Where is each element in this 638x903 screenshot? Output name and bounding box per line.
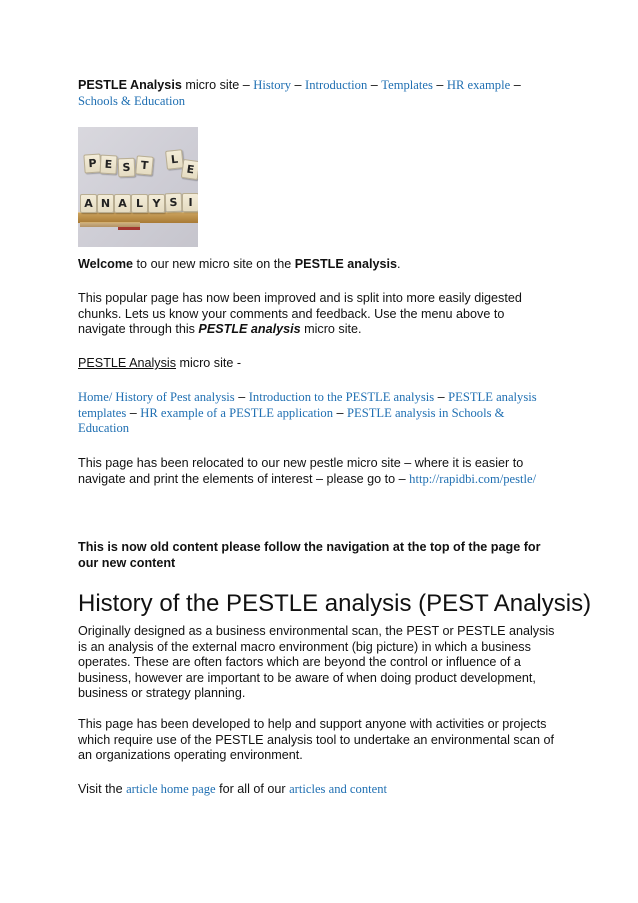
nav2-sep: – — [434, 390, 449, 404]
intro-bold-italic: PESTLE analysis — [198, 322, 301, 336]
relocated-notice — [78, 456, 553, 487]
tile: A — [114, 194, 131, 213]
welcome-bold: Welcome — [78, 257, 134, 271]
menu-brand: PESTLE Analysis — [78, 78, 182, 92]
tile: Y — [148, 194, 165, 213]
menu-sep: – — [291, 78, 306, 92]
nav2-link-schools[interactable]: PESTLE analysis in Schools & Education — [78, 405, 505, 435]
history-paragraph: Originally designed as a business environmental scan, the PEST or PESTLE analysis is an analysis of the external macro environment (big picture) in which a business operates. These are often factors which are beyond the control or influence of a business, however are important to be aware of when doing product development, business or strategy planning. — [78, 624, 555, 700]
relocated-link[interactable]: http://rapidbi.com/pestle/ — [409, 471, 537, 486]
menu-sep: – — [367, 78, 382, 92]
purpose-paragraph: This page has been developed to help and support anyone with activities or projects which require use of the PESTLE analysis tool to undertake an environmental scan of an organizations operating environment. — [78, 717, 555, 762]
tile: L — [131, 194, 148, 213]
menu-link-hr-example[interactable]: HR example — [446, 78, 511, 92]
intro-paragraph — [78, 291, 548, 338]
visit-line — [78, 782, 563, 798]
relocated-text: This page has been relocated to our new pestle micro site – where it is easier to navigate and print the elements of interest – please go to – — [78, 456, 524, 486]
nav2-link-history[interactable]: Home/ History of Pest analysis — [78, 390, 235, 404]
menu-sep: – — [432, 78, 447, 92]
secondary-nav — [78, 390, 553, 437]
tile: P — [83, 153, 101, 173]
tile: S — [165, 193, 183, 213]
visit-text-2: for all of our — [215, 782, 290, 796]
menu-micro-site-text: micro site – — [181, 78, 254, 92]
old-content-notice: This is now old content please follow the navigation at the top of the page for our new content — [78, 540, 541, 570]
micro-site-underlined: PESTLE Analysis — [78, 356, 176, 370]
tile: T — [135, 155, 154, 175]
menu-link-schools-education[interactable]: Schools & Education — [78, 93, 186, 108]
welcome-pestle-bold: PESTLE analysis — [294, 257, 397, 271]
micro-site-label — [78, 356, 563, 372]
intro-end: micro site. — [300, 322, 362, 336]
article-home-link[interactable]: article home page — [126, 782, 216, 796]
nav2-link-introduction[interactable]: Introduction to the PESTLE analysis — [248, 390, 435, 404]
pestle-scrabble-image — [78, 127, 198, 247]
page-title: History of the PESTLE analysis (PEST Analysis) — [78, 590, 592, 617]
tile-rack-red — [118, 227, 140, 230]
welcome-text: to our new micro site on the — [133, 257, 295, 271]
micro-site-rest: micro site - — [176, 356, 242, 370]
nav2-sep: – — [333, 405, 348, 420]
tile: L — [165, 149, 184, 170]
welcome-line — [78, 257, 563, 273]
nav2-sep: – — [234, 390, 249, 404]
menu-link-history[interactable]: History — [253, 78, 291, 92]
menu-sep: – — [510, 78, 521, 92]
tile: N — [97, 194, 114, 213]
tile: A — [80, 194, 97, 213]
nav2-link-hr-example[interactable]: HR example of a PESTLE application — [140, 405, 333, 420]
tile: I — [182, 193, 198, 212]
tile: E — [181, 159, 198, 180]
menu-link-introduction[interactable]: Introduction — [305, 78, 368, 92]
nav2-sep: – — [126, 405, 141, 420]
welcome-end: . — [396, 257, 401, 271]
tile: S — [118, 158, 136, 178]
top-menu — [78, 78, 563, 109]
visit-text-1: Visit the — [78, 782, 127, 796]
intro-text: This popular page has now been improved and is split into more easily digested chunks. Lets us know your comments and feedback. Use the menu above to navigate through this — [78, 291, 522, 336]
tile: E — [100, 155, 118, 175]
articles-content-link[interactable]: articles and content — [289, 782, 388, 796]
menu-link-templates[interactable]: Templates — [381, 78, 433, 92]
nav2-link-templates[interactable]: PESTLE analysis templates — [78, 390, 537, 420]
